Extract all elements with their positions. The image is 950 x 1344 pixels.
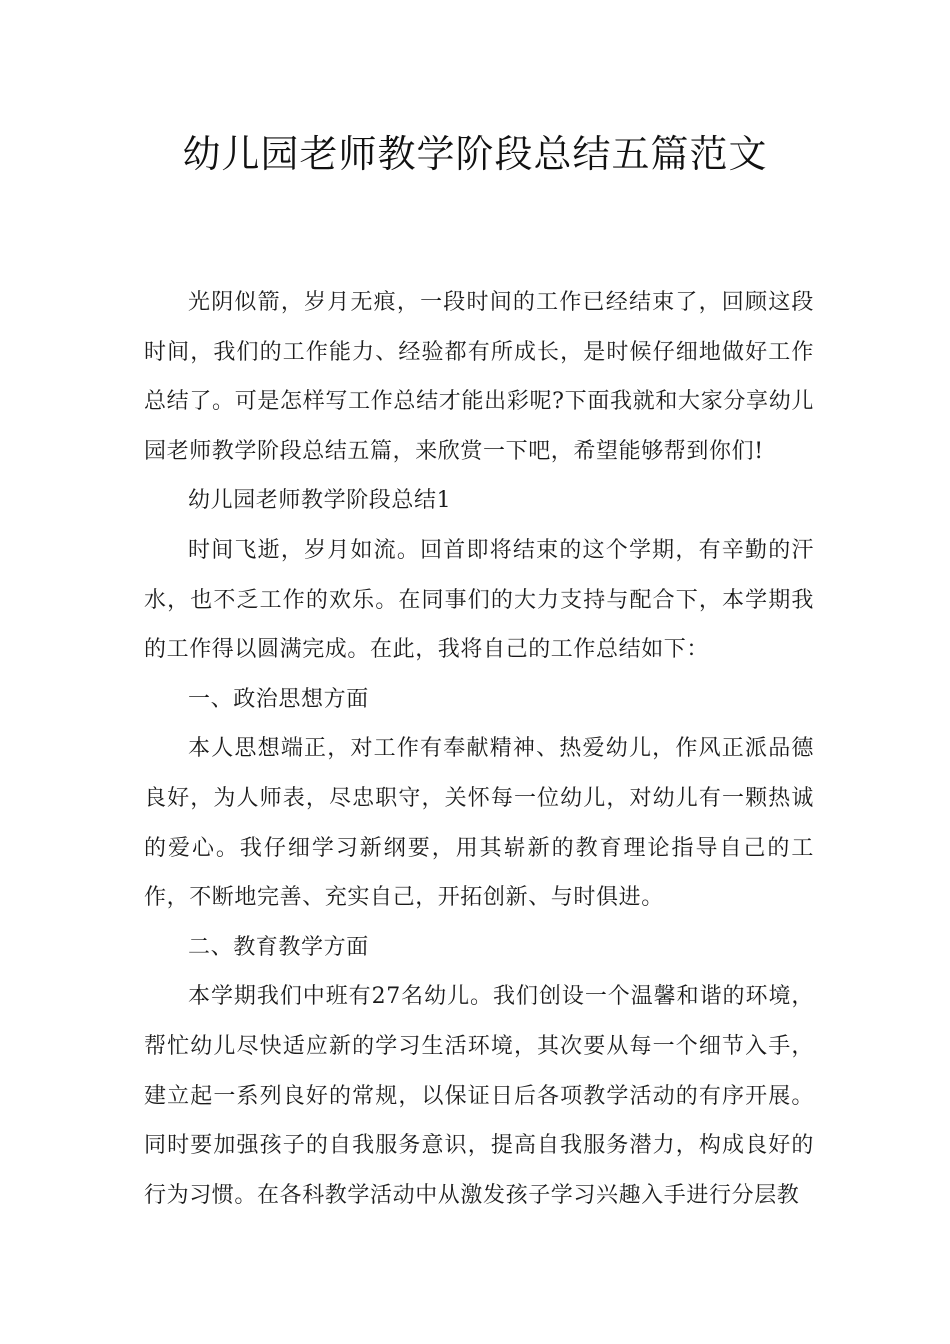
section-heading-teaching: 二、教育教学方面 <box>188 934 369 960</box>
document-body <box>144 278 814 1220</box>
intro-paragraph: 光阴似箭，岁月无痕，一段时间的工作已经结束了，回顾这段时间，我们的工作能力、经验都有所成长，是时候仔细地做好工作总结了。可是怎样写工作总结才能出彩呢?下面我就和大家分享幼儿园老师教学阶段总结五篇，来欣赏一下吧，希望能够帮到你们! <box>144 290 814 464</box>
section-heading-politics: 一、政治思想方面 <box>188 686 369 712</box>
document-title: 幼儿园老师教学阶段总结五篇范文 <box>182 132 768 176</box>
body-paragraph: 时间飞逝，岁月如流。回首即将结束的这个学期，有辛勤的汗水，也不乏工作的欢乐。在同事们的大力支持与配合下，本学期我的工作得以圆满完成。在此，我将自己的工作总结如下： <box>144 537 814 663</box>
body-paragraph: 本人思想端正，对工作有奉献精神、热爱幼儿，作风正派品德良好，为人师表，尽忠职守，关怀每一位幼儿，对幼儿有一颗热诚的爱心。我仔细学习新纲要，用其崭新的教育理论指导自己的工作，不断地完善、充实自己，开拓创新、与时俱进。 <box>144 736 814 911</box>
body-paragraph: 本学期我们中班有27名幼儿。我们创设一个温馨和谐的环境，帮忙幼儿尽快适应新的学习生活环境，其次要从每一个细节入手，建立起一系列良好的常规，以保证日后各项教学活动的有序开展。同时要加强孩子的自我服务意识，提高自我服务潜力，构成良好的行为习惯。在各科教学活动中从激发孩子学习兴趣入手进行分层教 <box>144 984 814 1208</box>
section-heading-summary-1: 幼儿园老师教学阶段总结1 <box>188 488 452 514</box>
